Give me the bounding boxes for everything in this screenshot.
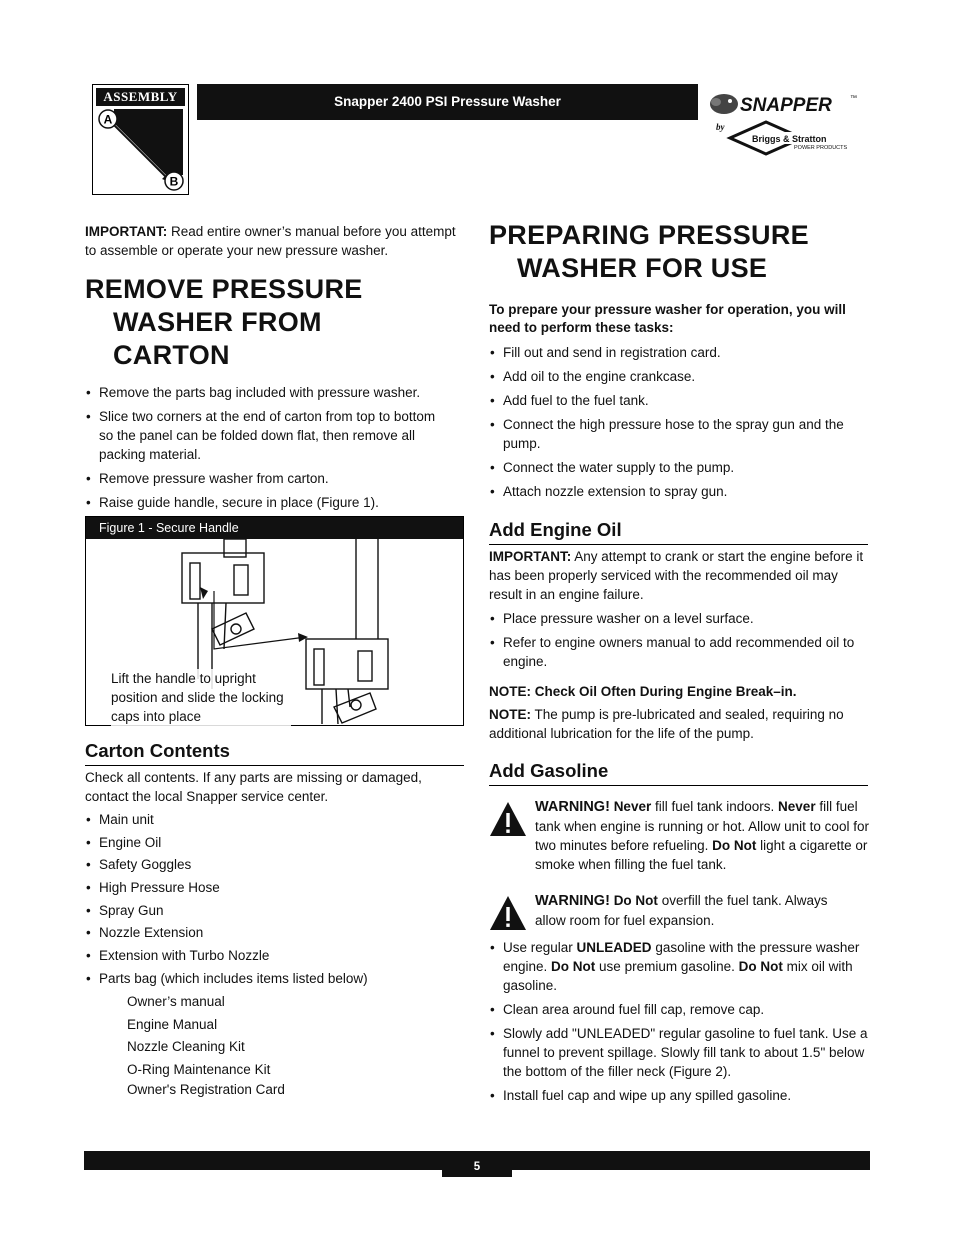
list-item: • Use regular UNLEADED gasoline with the pressure washer engine. Do Not use premium gasoline. Do Not mix oil with gasoline. (489, 938, 871, 995)
figure-caption: Figure 1 - Secure Handle (86, 517, 463, 539)
list-item: Engine Manual (127, 1016, 218, 1032)
contents-intro: Check all contents. If any parts are missing or damaged, contact the local Snapper service center. (85, 770, 422, 804)
list-item: Owner’s manual (127, 994, 225, 1009)
figure-note: Lift the handle to upright position and slide the locking caps into place (111, 669, 291, 726)
logo-brand: SNAPPER (740, 95, 832, 116)
page-number: 5 (442, 1153, 512, 1177)
list-item: • Attach nozzle extension to spray gun. (489, 482, 871, 501)
list-item: • Connect the high pressure hose to the spray gun and the pump. (489, 415, 871, 453)
list-item: • Slice two corners at the end of carton from top to bottom so the panel can be folded down flat, then remove all packing material. (85, 407, 445, 464)
list-item: • Add fuel to the fuel tank. (489, 391, 871, 410)
svg-text:by: by (716, 122, 725, 132)
warning-triangle-icon (489, 801, 527, 837)
list-item: • Clean area around fuel fill cap, remove cap. (489, 1000, 871, 1019)
list-item: O-Ring Maintenance Kit (127, 1062, 271, 1078)
list-item: • Fill out and send in registration card. (489, 343, 871, 362)
svg-text:™: ™ (850, 95, 857, 102)
list-item: • Raise guide handle, secure in place (Figure 1). (85, 493, 445, 512)
remove-from-carton-heading: REMOVE PRESSURE WASHER FROM CARTON (85, 274, 363, 370)
list-item: • Place pressure washer on a level surface. (489, 609, 871, 628)
list-item: • Engine Oil (85, 833, 445, 852)
prep-intro: To prepare your pressure washer for operation, you will need to perform these tasks: (489, 302, 846, 335)
warning-triangle-icon (489, 895, 527, 931)
assembly-a-to-b-icon (96, 109, 184, 191)
list-item: • Safety Goggles (85, 855, 445, 874)
document-title-bar: Snapper 2400 PSI Pressure Washer (197, 84, 698, 120)
add-engine-oil-heading: Add Engine Oil (489, 518, 868, 545)
warning-overfill: WARNING! Do Not overfill the fuel tank. Always allow room for fuel expansion. (489, 891, 871, 935)
list-item: • Remove the parts bag included with pressure washer. (85, 383, 445, 402)
important-note: IMPORTANT: Read entire owner’s manual before you attempt to assemble or operate your new pressure washer. (85, 224, 456, 258)
list-item: • Remove pressure washer from carton. (85, 469, 445, 488)
list-item: • High Pressure Hose (85, 878, 445, 897)
list-item: • Refer to engine owners manual to add recommended oil to engine. (489, 633, 871, 671)
list-item: • Extension with Turbo Nozzle (85, 946, 445, 965)
oil-important-note: IMPORTANT: Any attempt to crank or start the engine before it has been properly serviced with the recommended oil may result in an engine failure. (489, 549, 864, 602)
list-item: Owner's Registration Card (127, 1082, 285, 1098)
list-item: • Main unit (85, 810, 445, 829)
list-item: • Install fuel cap and wipe up any spilled gasoline. (489, 1086, 871, 1105)
remove-steps-list (85, 383, 445, 517)
oil-break-in-note: NOTE: Check Oil Often During Engine Break–in. (489, 684, 797, 699)
list-item: • Parts bag (which includes items listed below) (85, 969, 445, 988)
logo-company: Briggs & Stratton (752, 134, 827, 144)
carton-contents-heading: Carton Contents (85, 739, 464, 766)
parts-bag-list (85, 992, 445, 1103)
preparing-heading: PREPARING PRESSURE WASHER FOR USE (489, 220, 809, 283)
oil-steps-list (489, 609, 871, 676)
pump-lubrication-note: NOTE: The pump is pre-lubricated and sealed, requiring no additional lubrication for the life of the pump. (489, 707, 844, 741)
assembly-label: ASSEMBLY (96, 88, 185, 106)
list-item: • Spray Gun (85, 901, 445, 920)
list-item: • Nozzle Extension (85, 923, 445, 942)
snapper-briggs-logo (706, 86, 866, 162)
list-item: • Slowly add "UNLEADED" regular gasoline to fuel tank. Use a funnel to prevent spillage. Slowly fill tank to about 1.5" below the bottom of the filler neck (Figure 2). (489, 1024, 871, 1081)
list-item: • Connect the water supply to the pump. (489, 458, 871, 477)
warning-fuel-indoors: WARNING! Never fill fuel tank indoors. Never fill fuel tank when engine is running or hot. Allow unit to cool for two minutes before refueling. Do Not light a cigarette or smoke when filling the fuel tank. (489, 797, 871, 877)
list-item: • Add oil to the engine crankcase. (489, 367, 871, 386)
point-a-label: A (103, 112, 113, 127)
add-gasoline-heading: Add Gasoline (489, 759, 868, 786)
assembly-section-badge (92, 84, 189, 195)
carton-contents-list (85, 810, 445, 992)
prep-tasks-list (489, 343, 871, 506)
figure-secure-handle (85, 516, 464, 726)
list-item: Nozzle Cleaning Kit (127, 1039, 245, 1055)
svg-text:POWER PRODUCTS: POWER PRODUCTS (794, 145, 848, 151)
point-b-label: B (169, 174, 179, 189)
gasoline-steps-list (489, 938, 871, 1110)
